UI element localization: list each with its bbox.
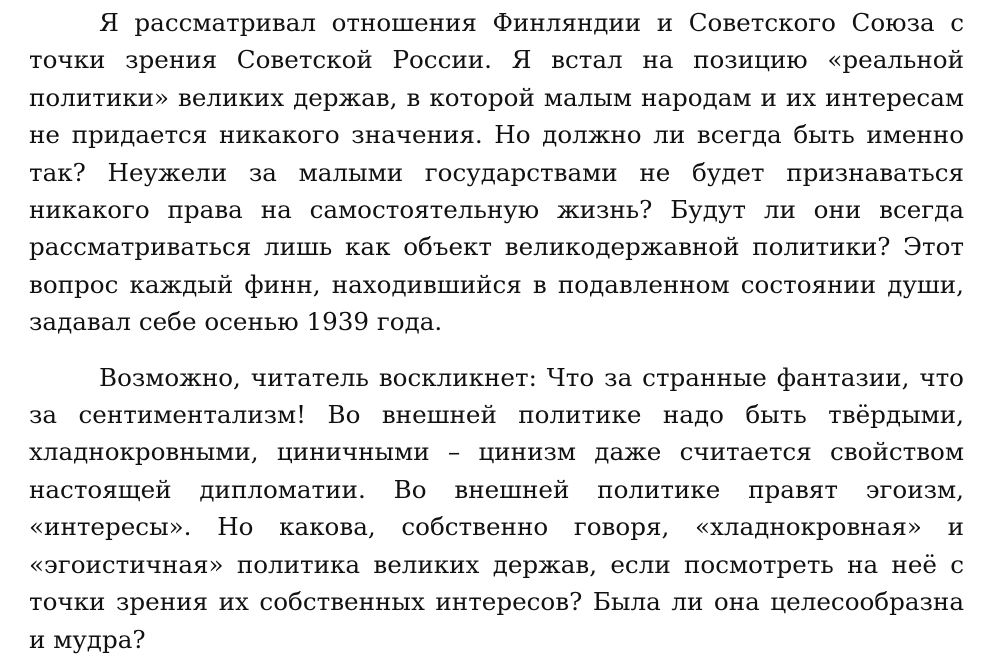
paragraph-2: Возможно, читатель воскликнет: Что за странные фантазии, что за сентиментализм! Во внешней политике надо быть твёрдыми, хладнокровными, циничными – цинизм даже считается свойством настоящей дипломатии. Во внешней политике правят эгоизм, «интересы». Но какова, собственно говоря, «хладнокровная» и «эгоистичная» политика великих держав, если посмотреть на неё с точки зрения их собственных интересов? Была ли она целесообразна и мудра? (29, 362, 964, 654)
document-page (29, 4, 964, 658)
paragraph-1: Я рассматривал отношения Финляндии и Советского Союза с точки зрения Советской России. Я встал на позицию «реальной политики» великих держав, в которой малым народам и их интересам не придается никакого значения. Но должно ли всегда быть именно так? Неужели за малыми государствами не будет признаваться никакого права на самостоятельную жизнь? Будут ли они всегда рассматриваться лишь как объект великодержавной политики? Этот вопрос каждый финн, находившийся в подавленном состоянии души, задавал себе осенью 1939 года. (29, 8, 964, 337)
